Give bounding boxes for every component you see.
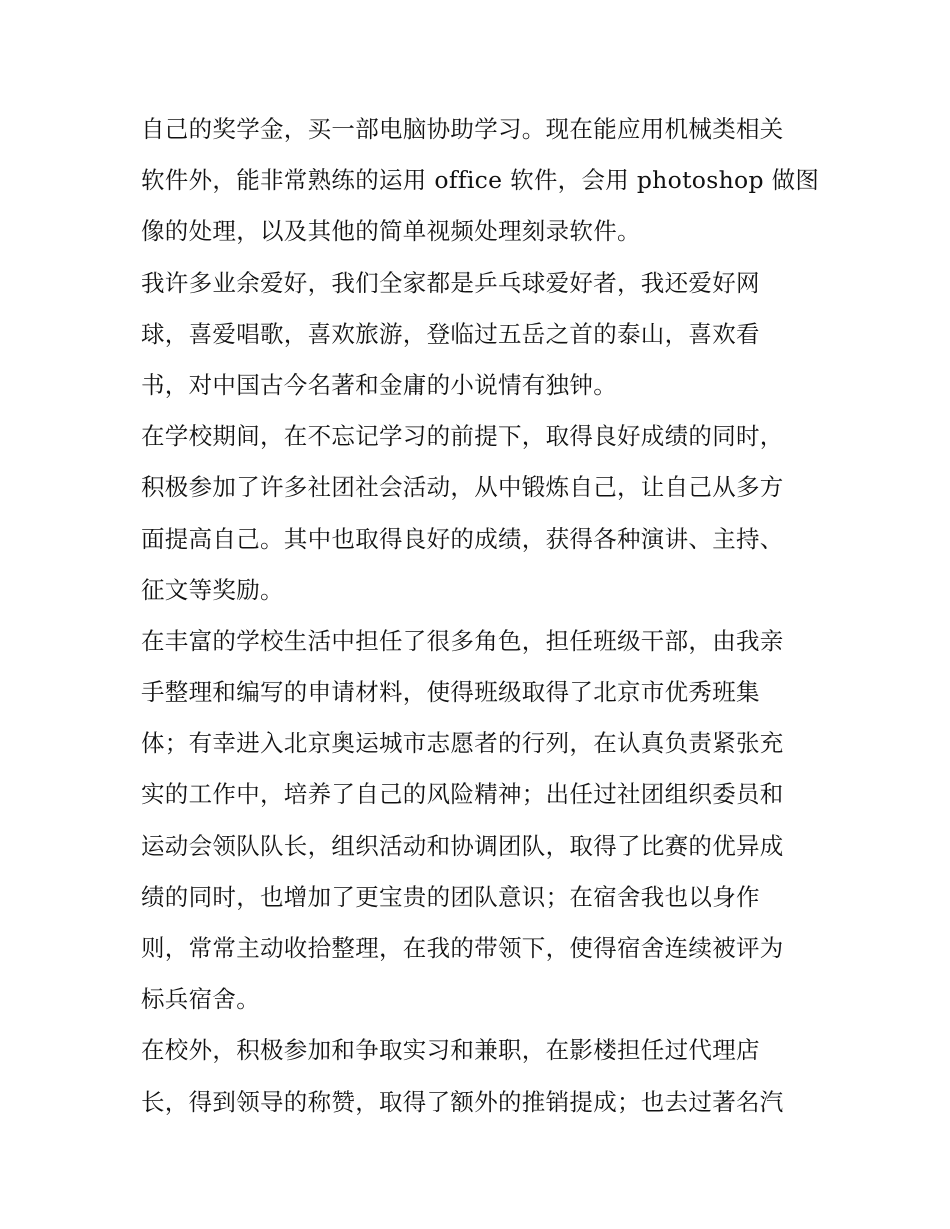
text-line: 球，喜爱唱歌，喜欢旅游，登临过五岳之首的泰山，喜欢看 [141,319,760,348]
text-line: 我许多业余爱好，我们全家都是乒乓球爱好者，我还爱好网 [141,268,760,297]
text-line: 像的处理，以及其他的简单视频处理刻录软件。 [141,217,641,246]
text-line: 积极参加了许多社团社会活动，从中锻炼自己，让自己从多方 [141,473,784,502]
paragraph-school-roles [141,616,813,1026]
text-line: 书，对中国古今名著和金庸的小说情有独钟。 [141,370,617,399]
paragraph-school-activities [141,411,813,616]
document-body [141,104,820,1128]
text-line: 绩的同时，也增加了更宝贵的团队意识；在宿舍我也以身作 [141,882,760,911]
paragraph-hobbies [141,258,813,412]
text-line: 在校外，积极参加和争取实习和兼职，在影楼担任过代理店 [141,1036,760,1065]
text-line: 在学校期间，在不忘记学习的前提下，取得良好成绩的同时， [141,422,784,451]
text-line: 在丰富的学校生活中担任了很多角色，担任班级干部，由我亲 [141,626,784,655]
text-line: 则，常常主动收拾整理，在我的带领下，使得宿舍连续被评为 [141,934,784,962]
text-line: 体；有幸进入北京奥运城市志愿者的行列，在认真负责紧张充 [141,729,784,758]
text-line: 自己的奖学金，买一部电脑协助学习。现在能应用机械类相关 [141,115,784,143]
text-line: 实的工作中，培养了自己的风险精神；出任过社团组织委员和 [141,780,784,809]
text-line: 运动会领队队长，组织活动和协调团队，取得了比赛的优异成 [141,831,784,860]
text-line: 面提高自己。其中也取得良好的成绩，获得各种演讲、主持、 [141,524,784,553]
text-line: 标兵宿舍。 [141,985,260,1014]
paragraph-scholarship-software [141,104,820,258]
text-line: 软件外，能非常熟练的运用 office 软件，会用 photoshop 做图 [141,166,820,195]
text-line: 长，得到领导的称赞，取得了额外的推销提成；也去过著名汽 [141,1087,784,1116]
text-line: 征文等奖励。 [141,575,284,604]
text-line: 手整理和编写的申请材料，使得班级取得了北京市优秀班集 [141,678,760,707]
paragraph-internships [141,1025,813,1127]
